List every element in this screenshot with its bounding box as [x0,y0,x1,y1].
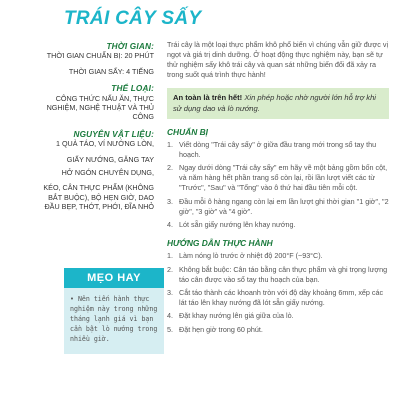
step-number: 4. [167,220,173,230]
step-number: 3. [167,196,173,206]
list-item [167,220,389,230]
step-number: 1. [167,140,173,149]
materials-line: GIẤY NƯỚNG, GĂNG TAY [66,154,154,164]
step-text: Làm nóng lò trước ở nhiệt độ 200°F (~93°C). [179,251,323,261]
prep-title: CHUẨN BỊ [167,127,208,137]
guide-steps [167,251,389,335]
safety-text: Xin phép hoặc nhờ người lớn hỗ trợ khi sử dụng dao và lò nướng. [173,93,376,113]
step-number: 1. [167,251,173,261]
step-text: Lót sẵn giấy nướng lên khay nướng. [179,220,296,230]
sidebar [40,42,154,212]
materials-line: 1 QUẢ TÁO, VÍ NƯỚNG LÒN, [55,139,154,149]
safety-note [167,88,389,119]
category-value: CÔNG THỨC NẤU ĂN, THỰC NGHIỆM, NGHỆ THUẬT VÀ THỦ CÔNG [46,93,154,122]
guide-title: HƯỚNG DẪN THỰC HÀNH [167,238,273,249]
step-number: 2. [167,264,173,274]
step-text: Ngay dưới dòng "Trái cây sấy" em hãy vẽ một bảng gồm bốn cột, và năm hàng hết phần trang sổ còn lại, rồi lần lượt viết các từ "Trước", "Sau" và "Tổng" vào ô thứ hai đầu tiên mỗi cột. [179,163,388,193]
tip-box [64,288,164,354]
dry-time: THỜI GIAN SẤY: 4 TIẾNG [68,66,154,76]
materials-label: NGUYÊN VẬT LIỆU: [73,129,154,139]
step-number: 4. [167,311,173,321]
step-text: Đầu mỗi ô hàng ngang còn lại em lần lượt ghi thời gian "1 giờ", "2 giờ", "3 giờ" và "4 giờ". [179,196,389,216]
list-item [167,163,389,193]
list-item [167,325,389,335]
step-number: 2. [167,163,173,173]
step-number: 3. [167,287,173,297]
step-text: Viết dòng "Trái cây sấy" ở giữa đầu trang mới trong sổ tay thu hoạch. [179,140,377,159]
step-text: Đặt khay nướng lên giá giữa của lò. [179,311,294,321]
step-text: Cắt táo thành các khoanh tròn với độ dày khoảng 6mm, xếp các lát táo lên khay nướng đã lót sẵn giấy nướng. [179,287,384,307]
prep-time: THỜI GIAN CHUẨN BỊ: 20 PHÚT [46,51,154,61]
category-label: THỂ LOẠI: [111,84,154,94]
list-item [167,251,389,261]
list-item [167,311,389,321]
intro-paragraph: Trái cây là một loại thực phẩm khô phổ biến vì chúng vẫn giữ được vị ngọt và giá trị dinh dưỡng. Ở hoạt động thực nghiệm này, bạn sẽ tự thử nghiệm sấy khô trái cây và quan sát những biến đổi đã xảy ra trong suốt quá trình thực hành! [167,40,389,79]
page-title: TRÁI CÂY SẤY [64,8,202,29]
list-item [167,140,389,160]
step-number: 5. [167,324,173,334]
time-label: THỜI GIAN: [106,42,154,51]
step-text: Đặt hẹn giờ trong 60 phút. [179,324,263,334]
list-item [167,265,389,285]
materials-line: HỞ NGÓN CHUYÊN DỤNG, [61,168,154,178]
main-content [167,40,389,338]
tip-text: • Nên tiến hành thực nghiệm này trong những tháng lạnh giá vì bạn cần bật lò nướng trong nhiều giờ. [70,295,158,343]
list-item [167,197,389,217]
prep-steps [167,140,389,230]
list-item [167,288,389,308]
safety-heading: An toàn là trên hết! [173,93,243,102]
materials-line: KÉO, CÂN THỰC PHẨM (KHÔNG BẮT BUỘC), BỘ HẸN GIỜ, DAO ĐẦU BẸP, THỚT, PHỚI, ĐĨA NHỎ [43,183,154,212]
step-text: Không bắt buộc: Cân táo bằng cân thực phẩm và ghi trọng lượng táo cân được vào sổ tay thu hoạch của bạn. [179,264,388,284]
tip-header: MẸO HAY [64,268,164,288]
